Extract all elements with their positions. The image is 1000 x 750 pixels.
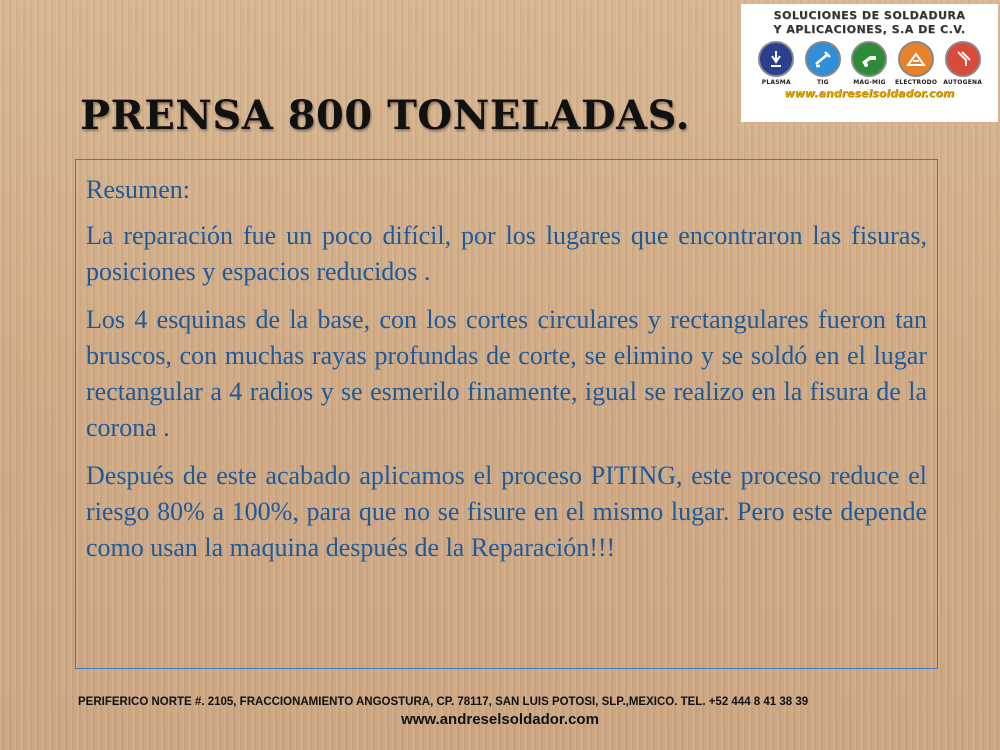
logo-item-electrodo bbox=[894, 41, 938, 86]
logo-label-mag-mig: MAG-MIG bbox=[853, 79, 886, 86]
company-logo bbox=[741, 4, 998, 122]
logo-url: www.andreselsoldador.com bbox=[784, 87, 955, 100]
summary-box bbox=[75, 159, 938, 669]
logo-item-mag-mig bbox=[847, 41, 891, 86]
logo-process-icons bbox=[747, 41, 992, 86]
electrodo-icon bbox=[898, 41, 934, 77]
logo-item-autogena bbox=[941, 41, 985, 86]
summary-heading: Resumen: bbox=[86, 175, 190, 204]
mag-mig-icon bbox=[851, 41, 887, 77]
logo-item-tig bbox=[801, 41, 845, 86]
logo-label-tig: TIG bbox=[816, 79, 829, 86]
summary-paragraph-2: Los 4 esquinas de la base, con los cortes circulares y rectangulares fueron tan bruscos, con muchas rayas profundas de corte, se elimino y se soldó en el lugar rectangular a 4 radios y se esmerilo finamente, igual se realizo en la fisura de la corona . bbox=[86, 305, 927, 442]
plasma-icon bbox=[758, 41, 794, 77]
footer-url: www.andreselsoldador.com bbox=[401, 711, 599, 728]
tig-icon bbox=[805, 41, 841, 77]
summary-paragraph-3: Después de este acabado aplicamos el proceso PITING, este proceso reduce el riesgo 80% a 100%, para que no se fisure en el mismo lugar. Pero este depende como usan la maquina después de la Reparación!!! bbox=[86, 461, 927, 562]
logo-item-plasma bbox=[754, 41, 798, 86]
logo-label-autogena: AUTOGENA bbox=[943, 79, 983, 86]
summary-paragraph-1: La reparación fue un poco difícil, por los lugares que encontraron las fisuras, posiciones y espacios reducidos . bbox=[86, 221, 927, 286]
autogena-icon bbox=[945, 41, 981, 77]
logo-label-electrodo: ELECTRODO bbox=[895, 79, 938, 86]
logo-label-plasma: PLASMA bbox=[761, 79, 791, 86]
footer-address: PERIFERICO NORTE #. 2105, FRACCIONAMIENTO ANGOSTURA, CP. 78117, SAN LUIS POTOSI, SLP.,MEXICO. TEL. +52 444 8 41 38 39 bbox=[78, 696, 809, 708]
logo-company-line-2: Y APLICACIONES, S.A DE C.V. bbox=[773, 23, 966, 36]
logo-company-line-1: SOLUCIONES DE SOLDADURA bbox=[773, 9, 966, 22]
page-title: PRENSA 800 TONELADAS. bbox=[80, 92, 691, 139]
